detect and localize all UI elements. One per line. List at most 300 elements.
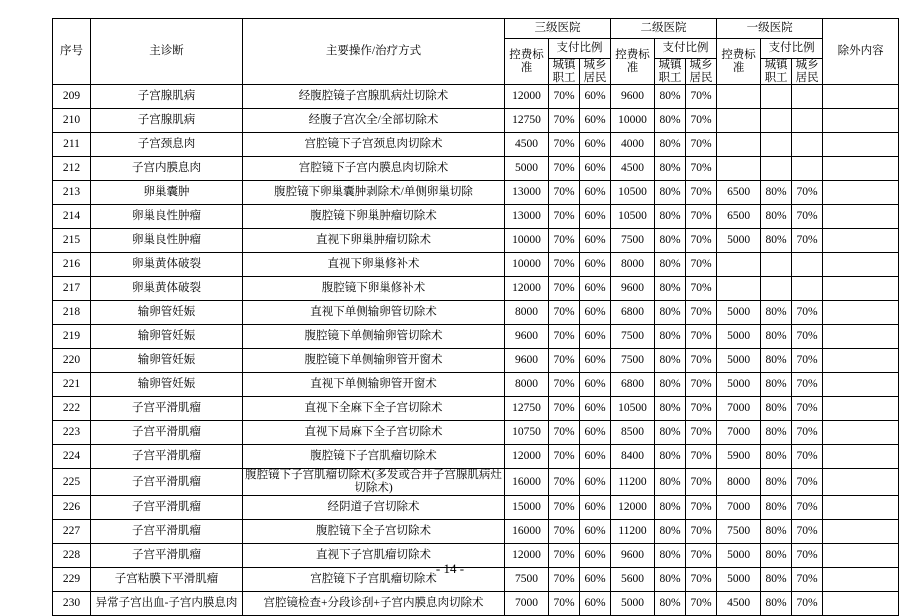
cell-diagnosis: 卵巢良性肿瘤 xyxy=(91,229,243,253)
cell-fee-standard-level3: 8000 xyxy=(505,373,549,397)
cell-diagnosis: 卵巢黄体破裂 xyxy=(91,277,243,301)
cell-fee-standard-level2: 10000 xyxy=(611,109,655,133)
cell-ratio-urban-rural-level3: 60% xyxy=(580,325,611,349)
cell-exclusion xyxy=(823,373,899,397)
cell-ratio-urban-worker-level1 xyxy=(761,277,792,301)
cell-ratio-urban-worker-level2: 80% xyxy=(655,567,686,591)
table-row xyxy=(53,301,899,325)
cell-fee-standard-level2: 9600 xyxy=(611,543,655,567)
col-header-level2: 二级医院 xyxy=(611,19,717,39)
cell-ratio-urban-rural-level1: 70% xyxy=(792,181,823,205)
table-row xyxy=(53,325,899,349)
cell-ratio-urban-worker-level3: 70% xyxy=(549,301,580,325)
cell-ratio-urban-worker-level2: 80% xyxy=(655,349,686,373)
cell-ratio-urban-worker-level1: 80% xyxy=(761,301,792,325)
cell-ratio-urban-worker-level2: 80% xyxy=(655,205,686,229)
cell-ratio-urban-rural-level3: 60% xyxy=(580,229,611,253)
page-number: - 14 - xyxy=(435,561,465,576)
cell-ratio-urban-worker-level3: 70% xyxy=(549,373,580,397)
cell-ratio-urban-worker-level3: 70% xyxy=(549,495,580,519)
table-row xyxy=(53,373,899,397)
cell-diagnosis: 子宫平滑肌瘤 xyxy=(91,543,243,567)
cell-seq: 214 xyxy=(53,205,91,229)
cell-ratio-urban-worker-level2: 80% xyxy=(655,325,686,349)
table-row xyxy=(53,205,899,229)
cell-ratio-urban-worker-level3: 70% xyxy=(549,543,580,567)
cell-ratio-urban-rural-level2: 70% xyxy=(686,397,717,421)
cell-procedure: 腹腔镜下全子宫切除术 xyxy=(243,519,505,543)
cell-fee-standard-level1: 5000 xyxy=(717,325,761,349)
cell-diagnosis: 输卵管妊娠 xyxy=(91,349,243,373)
cell-ratio-urban-worker-level1: 80% xyxy=(761,591,792,615)
cell-fee-standard-level2: 4500 xyxy=(611,157,655,181)
cell-fee-standard-level2: 6800 xyxy=(611,373,655,397)
cell-fee-standard-level2: 7500 xyxy=(611,349,655,373)
cell-exclusion xyxy=(823,109,899,133)
cell-seq: 213 xyxy=(53,181,91,205)
cell-fee-standard-level2: 11200 xyxy=(611,469,655,495)
cell-ratio-urban-worker-level2: 80% xyxy=(655,181,686,205)
cell-fee-standard-level2: 10500 xyxy=(611,205,655,229)
cell-ratio-urban-rural-level1: 70% xyxy=(792,519,823,543)
cell-fee-standard-level3: 10000 xyxy=(505,229,549,253)
cell-ratio-urban-worker-level1: 80% xyxy=(761,469,792,495)
cell-exclusion xyxy=(823,591,899,615)
cell-ratio-urban-rural-level1: 70% xyxy=(792,349,823,373)
cell-fee-standard-level1: 5000 xyxy=(717,229,761,253)
cell-ratio-urban-rural-level2: 70% xyxy=(686,229,717,253)
cell-ratio-urban-worker-level2: 80% xyxy=(655,397,686,421)
cell-seq: 229 xyxy=(53,567,91,591)
cell-fee-standard-level2: 5600 xyxy=(611,567,655,591)
cell-ratio-urban-rural-level2: 70% xyxy=(686,85,717,109)
cell-exclusion xyxy=(823,229,899,253)
table-row xyxy=(53,253,899,277)
cell-fee-standard-level1: 7000 xyxy=(717,397,761,421)
cell-ratio-urban-rural-level2: 70% xyxy=(686,349,717,373)
cell-fee-standard-level3: 9600 xyxy=(505,325,549,349)
cell-fee-standard-level2: 4000 xyxy=(611,133,655,157)
cell-exclusion xyxy=(823,157,899,181)
cell-fee-standard-level1: 5000 xyxy=(717,301,761,325)
col-header-pay-ratio-2: 支付比例 xyxy=(655,39,717,59)
cell-ratio-urban-rural-level1 xyxy=(792,133,823,157)
cell-exclusion xyxy=(823,469,899,495)
cell-ratio-urban-worker-level2: 80% xyxy=(655,469,686,495)
cell-fee-standard-level1 xyxy=(717,85,761,109)
cell-seq: 224 xyxy=(53,445,91,469)
cell-ratio-urban-worker-level3: 70% xyxy=(549,133,580,157)
cell-diagnosis: 子宫腺肌病 xyxy=(91,85,243,109)
col-header-urban-rural-2: 城乡居民 xyxy=(686,59,717,85)
cell-procedure: 直视下单侧输卵管开窗术 xyxy=(243,373,505,397)
cell-ratio-urban-worker-level3: 70% xyxy=(549,229,580,253)
cell-fee-standard-level3: 12750 xyxy=(505,397,549,421)
cell-exclusion xyxy=(823,85,899,109)
cell-diagnosis: 输卵管妊娠 xyxy=(91,325,243,349)
col-header-urban-rural-3: 城乡居民 xyxy=(580,59,611,85)
cell-fee-standard-level1: 8000 xyxy=(717,469,761,495)
cell-fee-standard-level2: 8000 xyxy=(611,253,655,277)
cell-ratio-urban-rural-level3: 60% xyxy=(580,349,611,373)
cell-fee-standard-level2: 7500 xyxy=(611,229,655,253)
cell-fee-standard-level2: 6800 xyxy=(611,301,655,325)
cell-fee-standard-level1: 5000 xyxy=(717,349,761,373)
cell-ratio-urban-rural-level3: 60% xyxy=(580,469,611,495)
cell-procedure: 腹腔镜下卵巢修补术 xyxy=(243,277,505,301)
cell-ratio-urban-rural-level2: 70% xyxy=(686,133,717,157)
cell-seq: 227 xyxy=(53,519,91,543)
cell-ratio-urban-worker-level3: 70% xyxy=(549,567,580,591)
cell-ratio-urban-rural-level3: 60% xyxy=(580,157,611,181)
cell-diagnosis: 子宫平滑肌瘤 xyxy=(91,397,243,421)
cell-diagnosis: 子宫颈息肉 xyxy=(91,133,243,157)
table-row xyxy=(53,277,899,301)
cell-ratio-urban-worker-level3: 70% xyxy=(549,519,580,543)
cell-ratio-urban-worker-level2: 80% xyxy=(655,133,686,157)
cell-seq: 220 xyxy=(53,349,91,373)
cell-diagnosis: 子宫平滑肌瘤 xyxy=(91,421,243,445)
cell-fee-standard-level3: 10000 xyxy=(505,253,549,277)
cell-procedure: 宫腔镜检查+分段诊刮+子宫内膜息肉切除术 xyxy=(243,591,505,615)
cell-procedure: 直视下全麻下全子宫切除术 xyxy=(243,397,505,421)
cell-exclusion xyxy=(823,181,899,205)
cell-ratio-urban-worker-level1: 80% xyxy=(761,397,792,421)
cell-fee-standard-level3: 15000 xyxy=(505,495,549,519)
cell-fee-standard-level1: 5000 xyxy=(717,543,761,567)
cell-ratio-urban-worker-level2: 80% xyxy=(655,591,686,615)
cell-fee-standard-level2: 8500 xyxy=(611,421,655,445)
cell-diagnosis: 输卵管妊娠 xyxy=(91,301,243,325)
cell-procedure: 宫腔镜下子宫肌瘤切除术 xyxy=(243,567,505,591)
cell-ratio-urban-worker-level1: 80% xyxy=(761,421,792,445)
cell-exclusion xyxy=(823,301,899,325)
cell-ratio-urban-worker-level2: 80% xyxy=(655,373,686,397)
cell-ratio-urban-worker-level3: 70% xyxy=(549,325,580,349)
cell-ratio-urban-worker-level3: 70% xyxy=(549,205,580,229)
table-row xyxy=(53,591,899,615)
cell-ratio-urban-rural-level1: 70% xyxy=(792,591,823,615)
cell-exclusion xyxy=(823,495,899,519)
cell-ratio-urban-worker-level1: 80% xyxy=(761,205,792,229)
cell-ratio-urban-rural-level1: 70% xyxy=(792,205,823,229)
cell-ratio-urban-rural-level2: 70% xyxy=(686,373,717,397)
cell-seq: 223 xyxy=(53,421,91,445)
cell-ratio-urban-worker-level3: 70% xyxy=(549,591,580,615)
table-row xyxy=(53,157,899,181)
cell-seq: 212 xyxy=(53,157,91,181)
cell-fee-standard-level2: 12000 xyxy=(611,495,655,519)
cell-ratio-urban-worker-level1 xyxy=(761,253,792,277)
cell-diagnosis: 子宫腺肌病 xyxy=(91,109,243,133)
cell-seq: 221 xyxy=(53,373,91,397)
cell-exclusion xyxy=(823,133,899,157)
table-row xyxy=(53,469,899,495)
cell-diagnosis: 卵巢囊肿 xyxy=(91,181,243,205)
cell-fee-standard-level1: 4500 xyxy=(717,591,761,615)
cell-fee-standard-level2: 9600 xyxy=(611,85,655,109)
cell-diagnosis: 子宫内膜息肉 xyxy=(91,157,243,181)
cell-ratio-urban-rural-level1: 70% xyxy=(792,421,823,445)
cell-procedure: 宫腔镜下子宫内膜息肉切除术 xyxy=(243,157,505,181)
col-header-seq: 序号 xyxy=(53,19,91,85)
cell-seq: 216 xyxy=(53,253,91,277)
cell-seq: 218 xyxy=(53,301,91,325)
cell-diagnosis: 子宫平滑肌瘤 xyxy=(91,519,243,543)
cell-fee-standard-level3: 4500 xyxy=(505,133,549,157)
cell-fee-standard-level3: 10750 xyxy=(505,421,549,445)
cell-ratio-urban-worker-level3: 70% xyxy=(549,397,580,421)
cell-ratio-urban-worker-level2: 80% xyxy=(655,253,686,277)
cell-ratio-urban-rural-level3: 60% xyxy=(580,277,611,301)
cell-diagnosis: 卵巢良性肿瘤 xyxy=(91,205,243,229)
cell-ratio-urban-worker-level3: 70% xyxy=(549,277,580,301)
cell-ratio-urban-rural-level2: 70% xyxy=(686,469,717,495)
cell-ratio-urban-worker-level2: 80% xyxy=(655,157,686,181)
cell-ratio-urban-rural-level1: 70% xyxy=(792,301,823,325)
cell-fee-standard-level1 xyxy=(717,133,761,157)
cell-ratio-urban-rural-level1: 70% xyxy=(792,567,823,591)
cell-fee-standard-level3: 12000 xyxy=(505,85,549,109)
cell-diagnosis: 子宫平滑肌瘤 xyxy=(91,445,243,469)
cell-seq: 209 xyxy=(53,85,91,109)
cell-procedure: 腹腔镜下子宫肌瘤切除术(多发或合并子宫腺肌病灶切除术) xyxy=(243,469,505,495)
cell-fee-standard-level1: 7000 xyxy=(717,421,761,445)
cell-ratio-urban-rural-level1 xyxy=(792,277,823,301)
cell-procedure: 腹腔镜下卵巢囊肿剥除术/单侧卵巢切除 xyxy=(243,181,505,205)
cell-seq: 230 xyxy=(53,591,91,615)
cell-procedure: 直视下子宫肌瘤切除术 xyxy=(243,543,505,567)
cell-procedure: 腹腔镜下单侧输卵管开窗术 xyxy=(243,349,505,373)
cell-ratio-urban-rural-level3: 60% xyxy=(580,373,611,397)
cell-procedure: 直视下卵巢修补术 xyxy=(243,253,505,277)
cell-seq: 225 xyxy=(53,469,91,495)
table-row xyxy=(53,109,899,133)
cell-ratio-urban-worker-level3: 70% xyxy=(549,253,580,277)
cell-fee-standard-level3: 12000 xyxy=(505,543,549,567)
cell-ratio-urban-rural-level1 xyxy=(792,109,823,133)
cell-fee-standard-level2: 5000 xyxy=(611,591,655,615)
cell-fee-standard-level3: 5000 xyxy=(505,157,549,181)
cell-ratio-urban-worker-level1: 80% xyxy=(761,349,792,373)
cell-ratio-urban-worker-level1: 80% xyxy=(761,495,792,519)
cell-ratio-urban-rural-level3: 60% xyxy=(580,301,611,325)
cell-fee-standard-level1: 5000 xyxy=(717,373,761,397)
table-body xyxy=(53,85,899,615)
cell-seq: 215 xyxy=(53,229,91,253)
col-header-urban-worker-3: 城镇职工 xyxy=(549,59,580,85)
col-header-fee-standard-2: 控费标准 xyxy=(611,39,655,85)
table-header xyxy=(53,19,899,85)
cell-ratio-urban-rural-level1 xyxy=(792,85,823,109)
cell-ratio-urban-rural-level2: 70% xyxy=(686,277,717,301)
cell-seq: 211 xyxy=(53,133,91,157)
cell-ratio-urban-rural-level3: 60% xyxy=(580,591,611,615)
cell-fee-standard-level3: 13000 xyxy=(505,181,549,205)
cell-ratio-urban-rural-level2: 70% xyxy=(686,157,717,181)
cell-ratio-urban-rural-level2: 70% xyxy=(686,253,717,277)
cell-ratio-urban-worker-level1 xyxy=(761,109,792,133)
cell-fee-standard-level2: 8400 xyxy=(611,445,655,469)
table-row xyxy=(53,397,899,421)
cell-ratio-urban-worker-level3: 70% xyxy=(549,421,580,445)
col-header-procedure: 主要操作/治疗方式 xyxy=(243,19,505,85)
col-header-fee-standard-1: 控费标准 xyxy=(717,39,761,85)
cell-ratio-urban-rural-level1: 70% xyxy=(792,229,823,253)
cell-ratio-urban-rural-level1: 70% xyxy=(792,397,823,421)
cell-ratio-urban-rural-level2: 70% xyxy=(686,495,717,519)
cell-ratio-urban-rural-level3: 60% xyxy=(580,519,611,543)
cell-fee-standard-level3: 13000 xyxy=(505,205,549,229)
cell-ratio-urban-worker-level1: 80% xyxy=(761,445,792,469)
cell-ratio-urban-rural-level2: 70% xyxy=(686,205,717,229)
table-row xyxy=(53,133,899,157)
cell-ratio-urban-rural-level3: 60% xyxy=(580,109,611,133)
cell-procedure: 腹腔镜下单侧输卵管切除术 xyxy=(243,325,505,349)
cell-fee-standard-level3: 12000 xyxy=(505,277,549,301)
cell-ratio-urban-worker-level1: 80% xyxy=(761,543,792,567)
cell-ratio-urban-rural-level1: 70% xyxy=(792,445,823,469)
cell-fee-standard-level1: 5900 xyxy=(717,445,761,469)
table-row xyxy=(53,495,899,519)
cell-fee-standard-level2: 11200 xyxy=(611,519,655,543)
cell-ratio-urban-rural-level2: 70% xyxy=(686,543,717,567)
cell-fee-standard-level1: 6500 xyxy=(717,181,761,205)
cell-ratio-urban-rural-level3: 60% xyxy=(580,543,611,567)
cell-diagnosis: 子宫粘膜下平滑肌瘤 xyxy=(91,567,243,591)
col-header-urban-worker-1: 城镇职工 xyxy=(761,59,792,85)
col-header-pay-ratio-1: 支付比例 xyxy=(761,39,823,59)
cell-ratio-urban-rural-level2: 70% xyxy=(686,181,717,205)
cell-fee-standard-level1 xyxy=(717,157,761,181)
table-row xyxy=(53,519,899,543)
cell-exclusion xyxy=(823,277,899,301)
cell-diagnosis: 异常子宫出血-子宫内膜息肉 xyxy=(91,591,243,615)
cell-seq: 210 xyxy=(53,109,91,133)
cell-fee-standard-level1 xyxy=(717,277,761,301)
cell-fee-standard-level3: 9600 xyxy=(505,349,549,373)
fee-standard-table xyxy=(52,18,899,616)
cell-ratio-urban-rural-level3: 60% xyxy=(580,397,611,421)
cell-ratio-urban-rural-level1: 70% xyxy=(792,495,823,519)
cell-procedure: 经腹子宫次全/全部切除术 xyxy=(243,109,505,133)
cell-procedure: 直视下单侧输卵管切除术 xyxy=(243,301,505,325)
cell-ratio-urban-worker-level2: 80% xyxy=(655,543,686,567)
cell-ratio-urban-rural-level2: 70% xyxy=(686,445,717,469)
cell-fee-standard-level2: 7500 xyxy=(611,325,655,349)
col-header-level3: 三级医院 xyxy=(505,19,611,39)
cell-ratio-urban-worker-level1: 80% xyxy=(761,229,792,253)
cell-procedure: 直视下局麻下全子宫切除术 xyxy=(243,421,505,445)
cell-ratio-urban-worker-level2: 80% xyxy=(655,85,686,109)
cell-ratio-urban-rural-level3: 60% xyxy=(580,85,611,109)
cell-procedure: 腹腔镜下卵巢肿瘤切除术 xyxy=(243,205,505,229)
col-header-pay-ratio-3: 支付比例 xyxy=(549,39,611,59)
table-row xyxy=(53,181,899,205)
cell-fee-standard-level3: 12750 xyxy=(505,109,549,133)
cell-ratio-urban-worker-level3: 70% xyxy=(549,181,580,205)
cell-ratio-urban-rural-level2: 70% xyxy=(686,567,717,591)
cell-seq: 217 xyxy=(53,277,91,301)
cell-ratio-urban-worker-level3: 70% xyxy=(549,109,580,133)
cell-ratio-urban-worker-level2: 80% xyxy=(655,229,686,253)
cell-ratio-urban-rural-level3: 60% xyxy=(580,495,611,519)
cell-diagnosis: 输卵管妊娠 xyxy=(91,373,243,397)
cell-ratio-urban-worker-level1: 80% xyxy=(761,325,792,349)
cell-ratio-urban-worker-level1: 80% xyxy=(761,519,792,543)
cell-ratio-urban-worker-level1 xyxy=(761,133,792,157)
cell-procedure: 直视下卵巢肿瘤切除术 xyxy=(243,229,505,253)
cell-fee-standard-level2: 10500 xyxy=(611,397,655,421)
cell-fee-standard-level1 xyxy=(717,109,761,133)
cell-ratio-urban-worker-level3: 70% xyxy=(549,469,580,495)
cell-ratio-urban-rural-level1: 70% xyxy=(792,543,823,567)
cell-ratio-urban-rural-level2: 70% xyxy=(686,325,717,349)
cell-ratio-urban-rural-level2: 70% xyxy=(686,421,717,445)
cell-ratio-urban-rural-level2: 70% xyxy=(686,109,717,133)
cell-ratio-urban-rural-level3: 60% xyxy=(580,133,611,157)
cell-fee-standard-level3: 16000 xyxy=(505,519,549,543)
cell-ratio-urban-worker-level2: 80% xyxy=(655,421,686,445)
cell-ratio-urban-rural-level2: 70% xyxy=(686,519,717,543)
cell-procedure: 腹腔镜下子宫肌瘤切除术 xyxy=(243,445,505,469)
cell-fee-standard-level3: 7500 xyxy=(505,567,549,591)
cell-exclusion xyxy=(823,349,899,373)
cell-ratio-urban-rural-level3: 60% xyxy=(580,421,611,445)
cell-seq: 228 xyxy=(53,543,91,567)
table-row xyxy=(53,349,899,373)
cell-ratio-urban-rural-level1: 70% xyxy=(792,469,823,495)
cell-fee-standard-level1: 7500 xyxy=(717,519,761,543)
cell-ratio-urban-worker-level1 xyxy=(761,85,792,109)
cell-ratio-urban-worker-level3: 70% xyxy=(549,157,580,181)
cell-ratio-urban-rural-level2: 70% xyxy=(686,591,717,615)
cell-ratio-urban-rural-level3: 60% xyxy=(580,253,611,277)
cell-fee-standard-level3: 8000 xyxy=(505,301,549,325)
cell-ratio-urban-worker-level1: 80% xyxy=(761,181,792,205)
col-header-fee-standard-3: 控费标准 xyxy=(505,39,549,85)
cell-ratio-urban-worker-level2: 80% xyxy=(655,445,686,469)
cell-ratio-urban-worker-level3: 70% xyxy=(549,349,580,373)
cell-ratio-urban-rural-level1: 70% xyxy=(792,373,823,397)
cell-exclusion xyxy=(823,445,899,469)
table-row xyxy=(53,421,899,445)
cell-ratio-urban-worker-level2: 80% xyxy=(655,109,686,133)
table-row xyxy=(53,85,899,109)
cell-ratio-urban-worker-level1: 80% xyxy=(761,567,792,591)
cell-ratio-urban-rural-level1 xyxy=(792,157,823,181)
cell-ratio-urban-worker-level3: 70% xyxy=(549,445,580,469)
cell-ratio-urban-rural-level3: 60% xyxy=(580,445,611,469)
cell-ratio-urban-rural-level3: 60% xyxy=(580,205,611,229)
cell-diagnosis: 子宫平滑肌瘤 xyxy=(91,469,243,495)
cell-ratio-urban-rural-level1 xyxy=(792,253,823,277)
cell-fee-standard-level1: 7000 xyxy=(717,495,761,519)
cell-fee-standard-level2: 10500 xyxy=(611,181,655,205)
cell-fee-standard-level3: 12000 xyxy=(505,445,549,469)
cell-diagnosis: 卵巢黄体破裂 xyxy=(91,253,243,277)
cell-fee-standard-level1 xyxy=(717,253,761,277)
cell-fee-standard-level3: 16000 xyxy=(505,469,549,495)
cell-ratio-urban-worker-level1: 80% xyxy=(761,373,792,397)
cell-ratio-urban-worker-level2: 80% xyxy=(655,301,686,325)
cell-ratio-urban-rural-level3: 60% xyxy=(580,181,611,205)
cell-ratio-urban-worker-level1 xyxy=(761,157,792,181)
cell-ratio-urban-rural-level3: 60% xyxy=(580,567,611,591)
cell-fee-standard-level1: 5000 xyxy=(717,567,761,591)
cell-fee-standard-level1: 6500 xyxy=(717,205,761,229)
col-header-level1: 一级医院 xyxy=(717,19,823,39)
